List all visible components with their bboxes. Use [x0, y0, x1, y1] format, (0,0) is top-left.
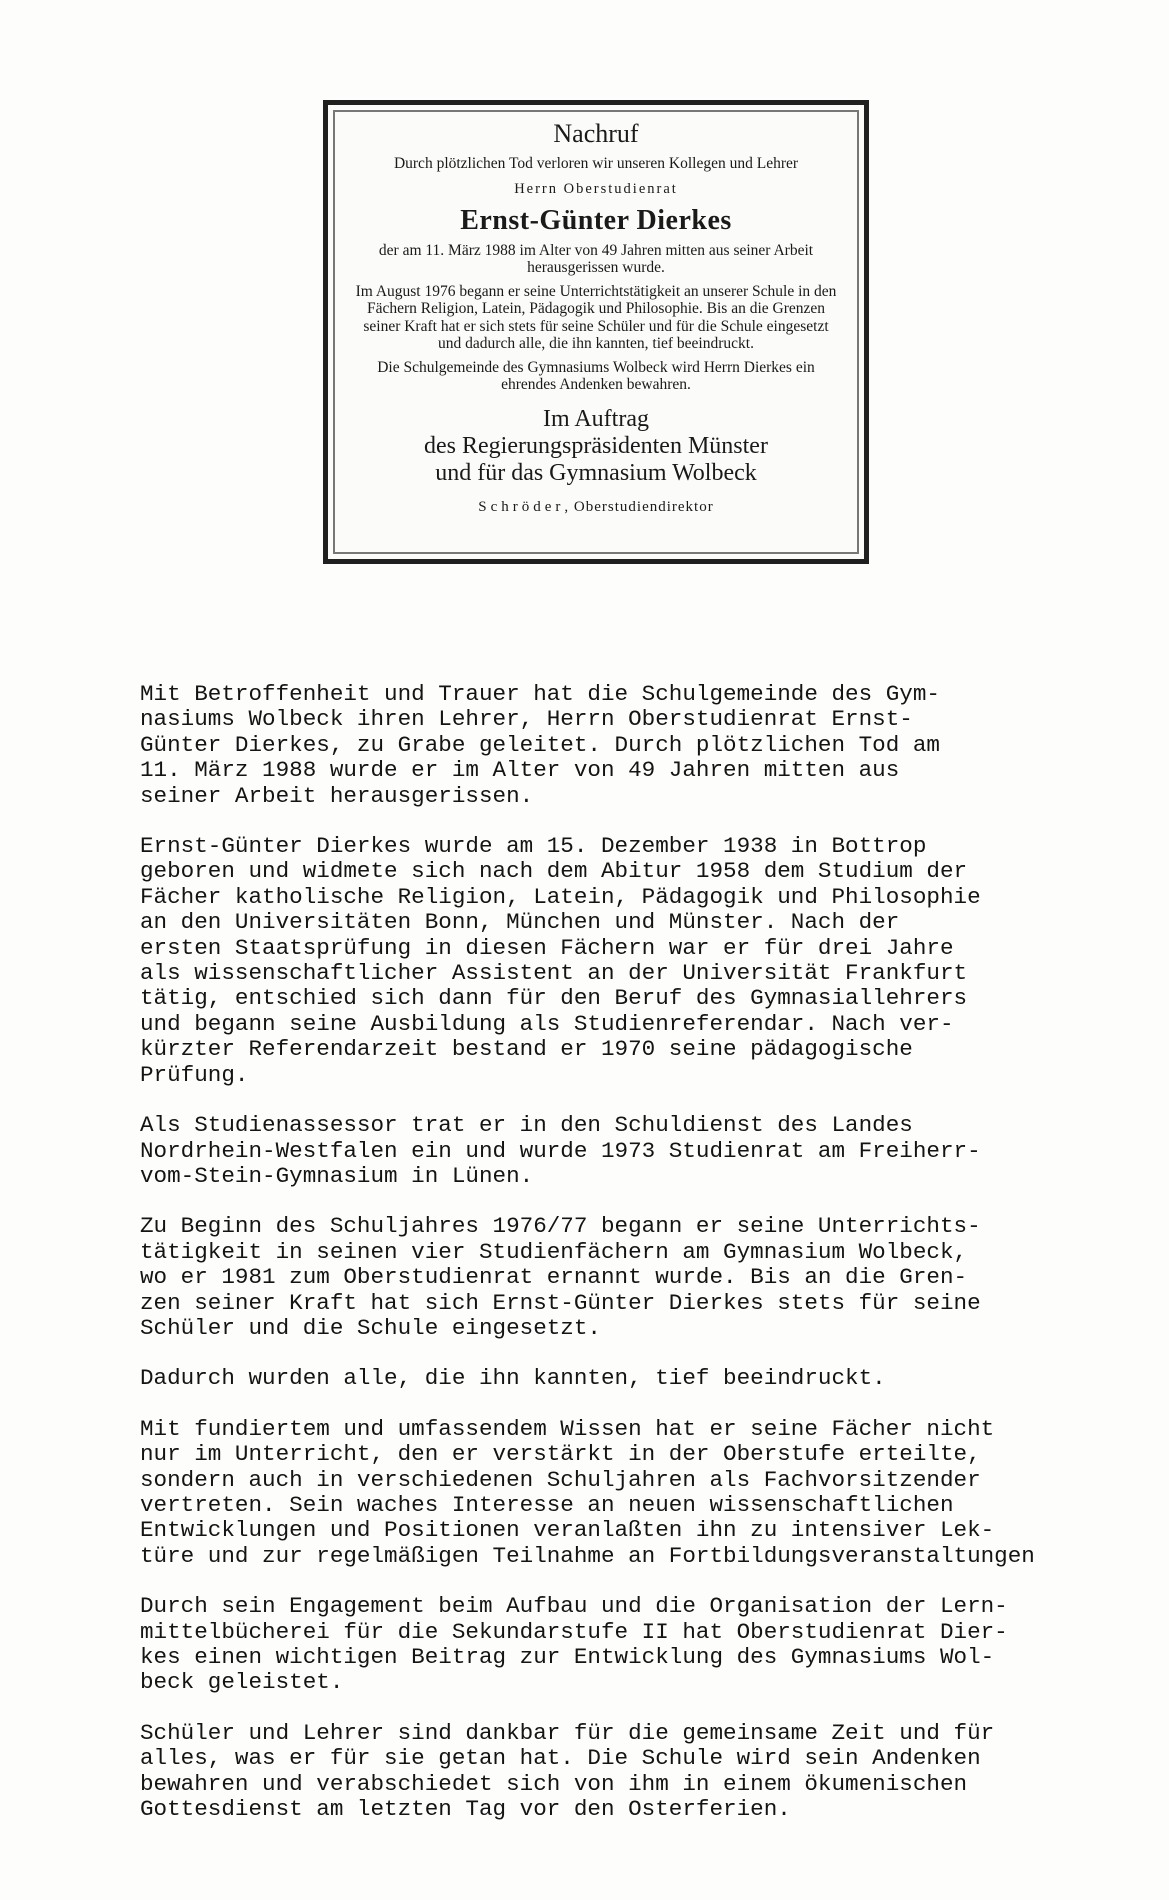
typewritten-body: [140, 682, 1140, 1847]
notice-memory-text: Die Schulgemeinde des Gymnasiums Wolbeck wird Herrn Dierkes ein ehrendes Andenken bewahren.: [377, 358, 815, 393]
body-paragraph: Als Studienassessor trat er in den Schuldienst des Landes Nordrhein-Westfalen ein und wurde 1973 Studienrat am Freiherr- vom-Stein-Gymnasium in Lünen.: [140, 1112, 981, 1189]
notice-signer-name: Schröder: [478, 498, 565, 515]
notice-signature: [350, 499, 842, 516]
body-paragraph: Zu Beginn des Schuljahres 1976/77 begann er seine Unterrichts- tätigkeit in seinen vier Studienfächern am Gymnasium Wolbeck, wo er 1981 zum Oberstudienrat ernannt wurde. Bis an die Gren- zen seiner Kraft hat sich Ernst-Günter Dierkes stets für seine Schüler und die Schule eingesetzt.: [140, 1213, 981, 1341]
body-paragraph: Mit fundiertem und umfassendem Wissen hat er seine Fächer nicht nur im Unterricht, den er verstärkt in der Oberstufe erteilte, sondern auch in verschiedenen Schuljahren als Fachvorsitzender vertreten. Sein waches Interesse an neuen wissenschaftlichen Entwicklungen und Positionen veranlaßten ihn zu intensiver Lek- türe und zur regelmäßigen Teilnahme an Fortbildungsveranstaltungen: [140, 1415, 1035, 1569]
body-paragraph: Durch sein Engagement beim Aufbau und die Organisation der Lern- mittelbücherei für die Sekundarstufe II hat Oberstudienrat Dier- kes einen wichtigen Beitrag zur Entwicklung des Gymnasiums Wol- beck geleistet.: [140, 1593, 1008, 1696]
body-paragraph: Ernst-Günter Dierkes wurde am 15. Dezember 1938 in Bottrop geboren und widmete sich nach dem Abitur 1958 dem Studium der Fächer katholische Religion, Latein, Pädagogik und Philosophie an den Universitäten Bonn, München und Münster. Nach der ersten Staatsprüfung in diesen Fächern war er für drei Jahre als wissenschaftlicher Assistent an der Universität Frankfurt tätig, entschied sich dann für den Beruf des Gymnasiallehrers und begann seine Ausbildung als Studienreferendar. Nach ver- kürzter Referendarzeit bestand er 1970 seine pädagogische Prüfung.: [140, 833, 981, 1088]
obituary-notice-box: [323, 100, 869, 564]
notice-on-behalf: Im Auftrag: [543, 405, 649, 432]
notice-deceased-name: Ernst-Günter Dierkes: [460, 204, 732, 236]
body-paragraph: Dadurch wurden alle, die ihn kannten, tief beeindruckt.: [140, 1365, 886, 1392]
body-paragraph: Schüler und Lehrer sind dankbar für die gemeinsame Zeit und für alles, was er für sie getan hat. Die Schule wird sein Andenken bewahren und verabschiedet sich von ihm in einem ökumenischen Gottesdienst am letzten Tag vor den Osterferien.: [140, 1719, 995, 1823]
notice-career-text: Im August 1976 begann er seine Unterrichtstätigkeit an unserer Schule in den Fächern Religion, Latein, Pädagogik und Philosophie. Bis an die Grenzen seiner Kraft hat er sich stets für seine Schüler und für die Schule eingesetzt und dadurch alle, die ihn kannten, tief beeindruckt.: [355, 282, 837, 352]
notice-authority-line-2: und für das Gymnasium Wolbeck: [435, 459, 757, 486]
notice-honorific: Herrn Oberstudienrat: [514, 180, 678, 197]
obituary-notice-content: [350, 119, 842, 516]
notice-authority-line-1: des Regierungspräsidenten Münster: [424, 432, 768, 459]
notice-signer-title: , Oberstudiendirektor: [564, 498, 714, 515]
notice-intro: Durch plötzlichen Tod verloren wir unseren Kollegen und Lehrer: [393, 155, 799, 172]
body-paragraph: Mit Betroffenheit und Trauer hat die Schulgemeinde des Gym- nasiums Wolbeck ihren Lehrer, Herrn Oberstudienrat Ernst- Günter Dierkes, zu Grabe geleitet. Durch plötzlichen Tod am 11. März 1988 wurde er im Alter von 49 Jahren mitten aus seiner Arbeit herausgerissen.: [140, 681, 940, 809]
notice-title: Nachruf: [553, 119, 639, 148]
notice-death-text: der am 11. März 1988 im Alter von 49 Jahren mitten aus seiner Arbeit herausgerissen wurde.: [378, 241, 814, 276]
